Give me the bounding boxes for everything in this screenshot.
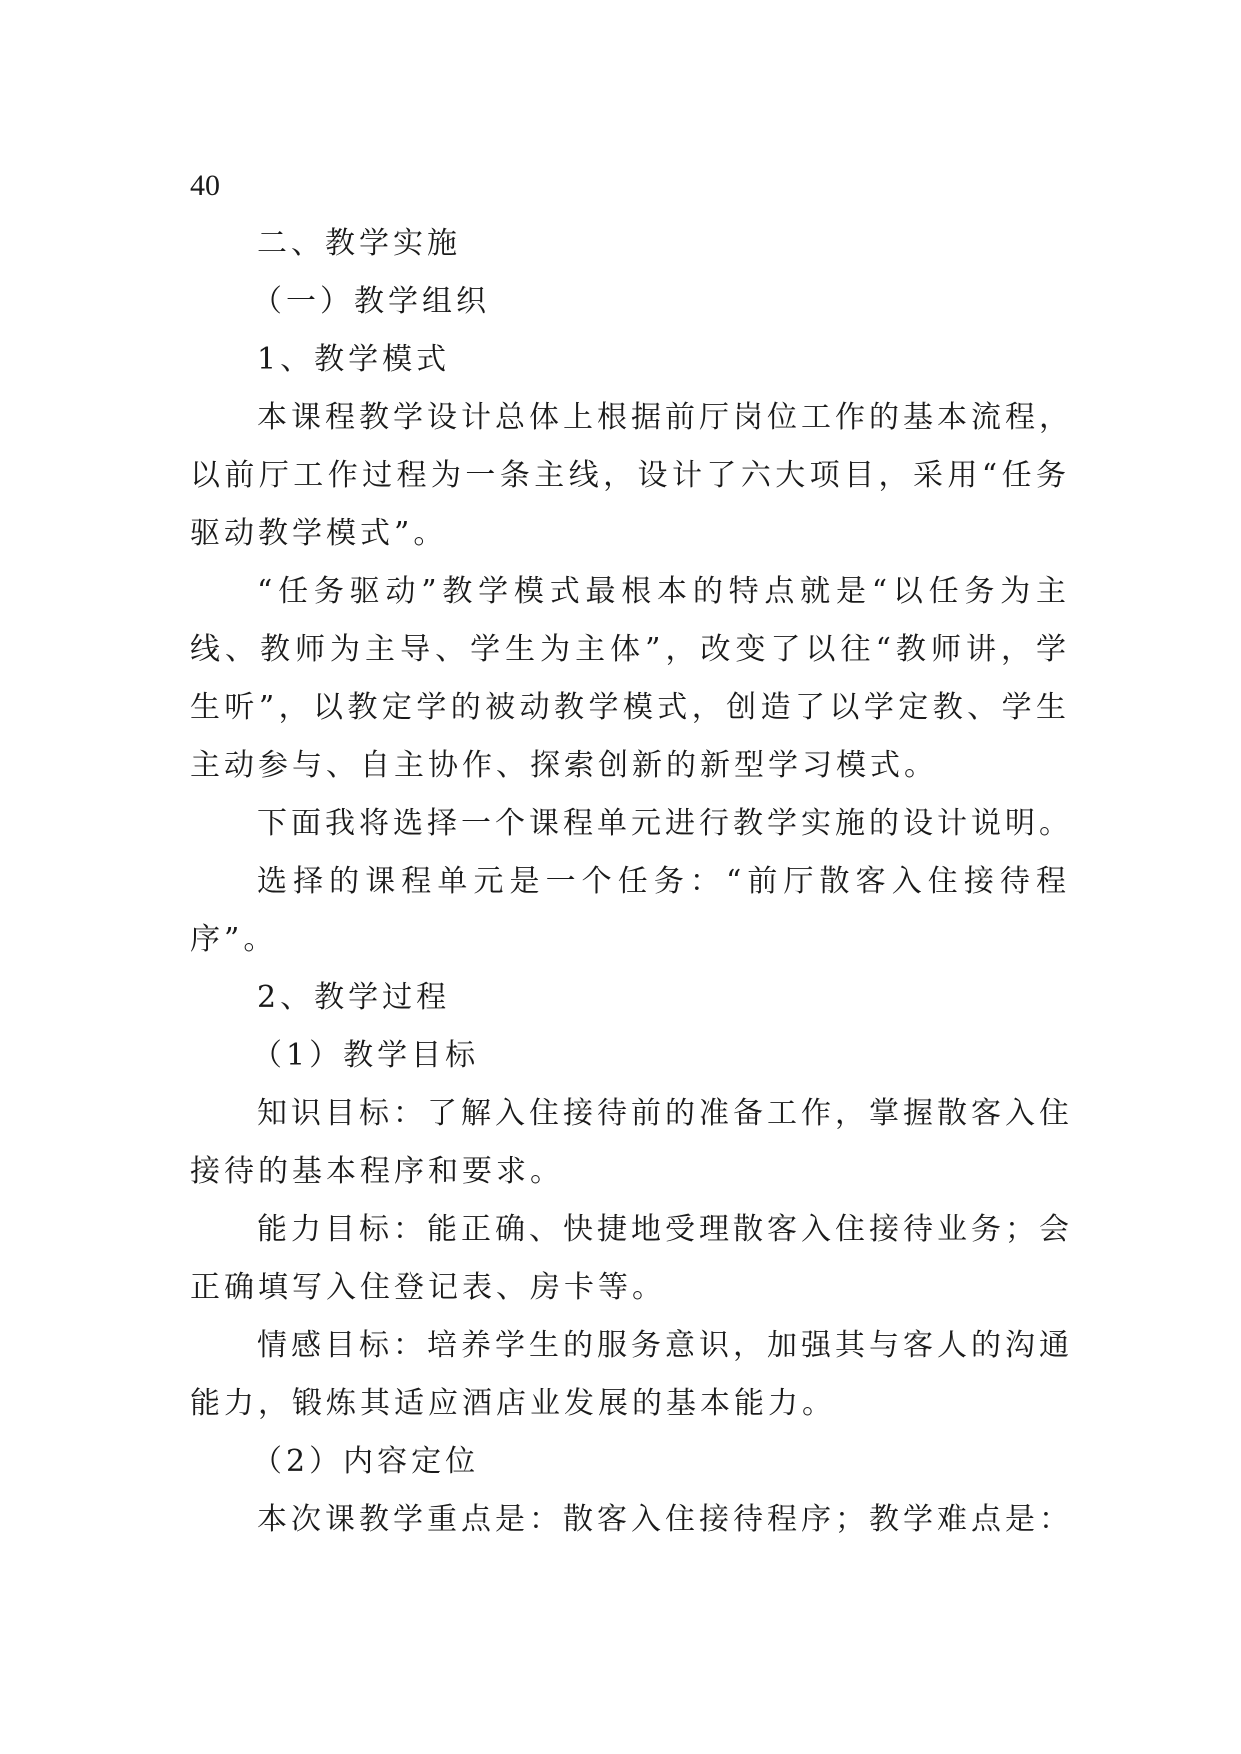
paragraph-line: 情感目标：培养学生的服务意识，加强其与客人的沟通 [257,1328,1073,1363]
paragraph-line: 能力目标：能正确、快捷地受理散客入住接待业务；会 [257,1212,1073,1247]
paragraph-line: 能力，锻炼其适应酒店业发展的基本能力。 [190,1386,836,1421]
subsection-heading-teaching-organization: （一）教学组织 [252,284,490,319]
paragraph-line: 序”。 [190,922,278,957]
paragraph-line: 知识目标：了解入住接待前的准备工作，掌握散客入住 [257,1096,1073,1131]
paragraph-line: 接待的基本程序和要求。 [190,1154,564,1189]
paragraph-line: 本次课教学重点是：散客入住接待程序；教学难点是： [257,1502,1073,1537]
subitem-heading-content-positioning: （2）内容定位 [252,1444,480,1479]
item-heading-teaching-process: 2、教学过程 [257,980,451,1015]
subitem-heading-teaching-objectives: （1）教学目标 [252,1038,480,1073]
paragraph-line: 线、教师为主导、学生为主体”，改变了以往“教师讲，学 [190,632,1070,667]
paragraph-line: 下面我将选择一个课程单元进行教学实施的设计说明。 [257,806,1073,841]
item-heading-teaching-mode: 1、教学模式 [257,342,451,377]
paragraph-line: 选择的课程单元是一个任务：“前厅散客入住接待程 [257,864,1070,899]
paragraph-line: 以前厅工作过程为一条主线，设计了六大项目，采用“任务 [190,458,1070,493]
page-number: 40 [190,169,220,202]
paragraph-line: 生听”，以教定学的被动教学模式，创造了以学定教、学生 [190,690,1070,725]
paragraph-line: “任务驱动”教学模式最根本的特点就是“以任务为主 [257,574,1070,609]
paragraph-line: 主动参与、自主协作、探索创新的新型学习模式。 [190,748,938,783]
paragraph-line: 本课程教学设计总体上根据前厅岗位工作的基本流程， [257,400,1073,435]
paragraph-line: 驱动教学模式”。 [190,516,448,551]
paragraph-line: 正确填写入住登记表、房卡等。 [190,1270,666,1305]
section-heading-teaching-implementation: 二、教学实施 [257,226,461,261]
